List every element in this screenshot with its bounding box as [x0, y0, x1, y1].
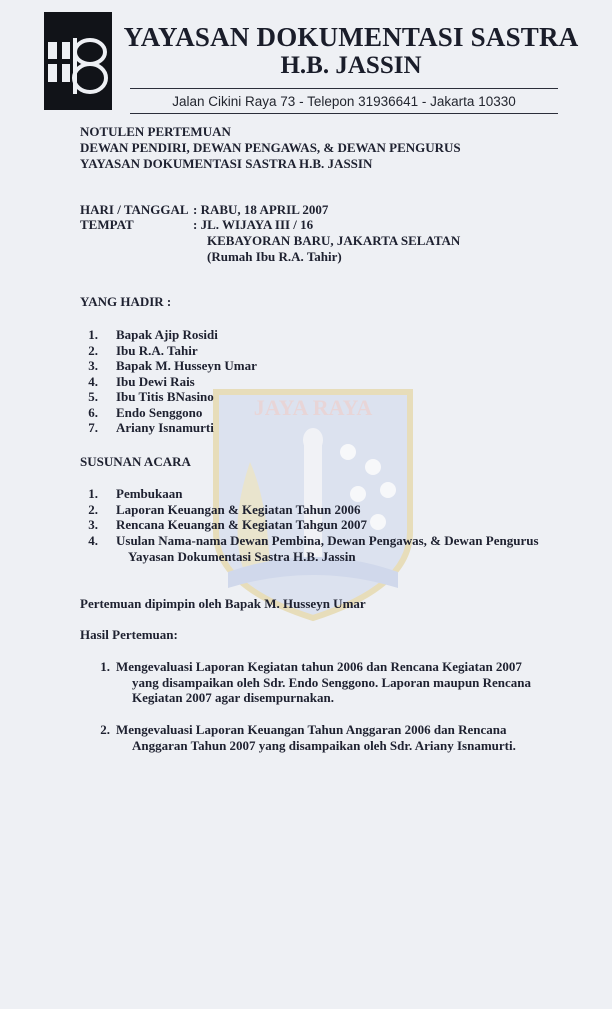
item-text-continued: yang disampaikan oleh Sdr. Endo Senggono. Laporan maupun Rencana — [132, 675, 532, 690]
item-number: 7. — [88, 420, 98, 435]
item-text: Ariany Isnamurti — [116, 420, 214, 435]
results-heading: Hasil Pertemuan: — [80, 627, 178, 642]
title-line-2: DEWAN PENDIRI, DEWAN PENGAWAS, & DEWAN PENGURUS — [80, 140, 461, 155]
agenda-heading: SUSUNAN ACARA — [80, 454, 191, 469]
place-line-1: : JL. WIJAYA III / 16 — [193, 217, 314, 232]
title-line-3: YAYASAN DOKUMENTASI SASTRA H.B. JASSIN — [80, 156, 373, 171]
item-text: Laporan Keuangan & Kegiatan Tahun 2006 — [116, 502, 361, 517]
title-line-1: NOTULEN PERTEMUAN — [80, 124, 231, 139]
chaired-by: Pertemuan dipimpin oleh Bapak M. Husseyn Umar — [80, 596, 366, 611]
item-number: 4. — [88, 374, 98, 389]
org-name: YAYASAN DOKUMENTASI SASTRA — [123, 22, 579, 52]
item-number: 1. — [88, 327, 98, 342]
item-number: 1. — [88, 486, 98, 501]
date-label: HARI / TANGGAL — [80, 202, 189, 217]
item-text: Mengevaluasi Laporan Keuangan Tahun Anggaran 2006 dan Rencana — [116, 722, 507, 737]
place-line-2: KEBAYORAN BARU, JAKARTA SELATAN — [207, 233, 461, 248]
item-number: 2. — [88, 343, 98, 358]
item-text-continued: Yayasan Dokumentasi Sastra H.B. Jassin — [128, 549, 356, 564]
item-number: 2. — [100, 722, 110, 737]
item-number: 2. — [88, 502, 98, 517]
item-text: Ibu Titis BNasino — [116, 389, 214, 404]
item-text: Ibu Dewi Rais — [116, 374, 195, 389]
item-number: 6. — [88, 405, 98, 420]
item-text: Endo Senggono — [116, 405, 203, 420]
item-number: 5. — [88, 389, 98, 404]
attendance-heading: YANG HADIR : — [80, 294, 172, 309]
hb-logo-icon — [44, 12, 112, 110]
item-text: Pembukaan — [116, 486, 183, 501]
item-text: Rencana Keuangan & Kegiatan Tahgun 2007 — [116, 517, 368, 532]
item-text: Ibu R.A. Tahir — [116, 343, 198, 358]
item-text: Mengevaluasi Laporan Kegiatan tahun 2006 dan Rencana Kegiatan 2007 — [116, 659, 522, 674]
item-text-continued: Anggaran Tahun 2007 yang disampaikan oleh Sdr. Ariany Isnamurti. — [132, 738, 516, 753]
item-number: 1. — [100, 659, 110, 674]
date-value: : RABU, 18 APRIL 2007 — [193, 202, 329, 217]
address: Jalan Cikini Raya 73 - Telepon 31936641 - Jakarta 10330 — [172, 94, 516, 109]
item-text-continued: Kegiatan 2007 agar disempurnakan. — [132, 690, 335, 705]
item-text: Bapak Ajip Rosidi — [116, 327, 218, 342]
item-number: 3. — [88, 358, 98, 373]
divider-bottom — [130, 113, 558, 114]
item-number: 4. — [88, 533, 98, 548]
watermark-text: JAYA RAYA — [253, 395, 373, 420]
place-label: TEMPAT — [80, 217, 134, 232]
item-number: 3. — [88, 517, 98, 532]
place-line-3: (Rumah Ibu R.A. Tahir) — [207, 249, 342, 264]
item-text: Usulan Nama-nama Dewan Pembina, Dewan Pengawas, & Dewan Pengurus — [116, 533, 539, 548]
item-text: Bapak M. Husseyn Umar — [116, 358, 257, 373]
divider-top — [130, 88, 558, 89]
org-subtitle: H.B. JASSIN — [280, 52, 422, 79]
